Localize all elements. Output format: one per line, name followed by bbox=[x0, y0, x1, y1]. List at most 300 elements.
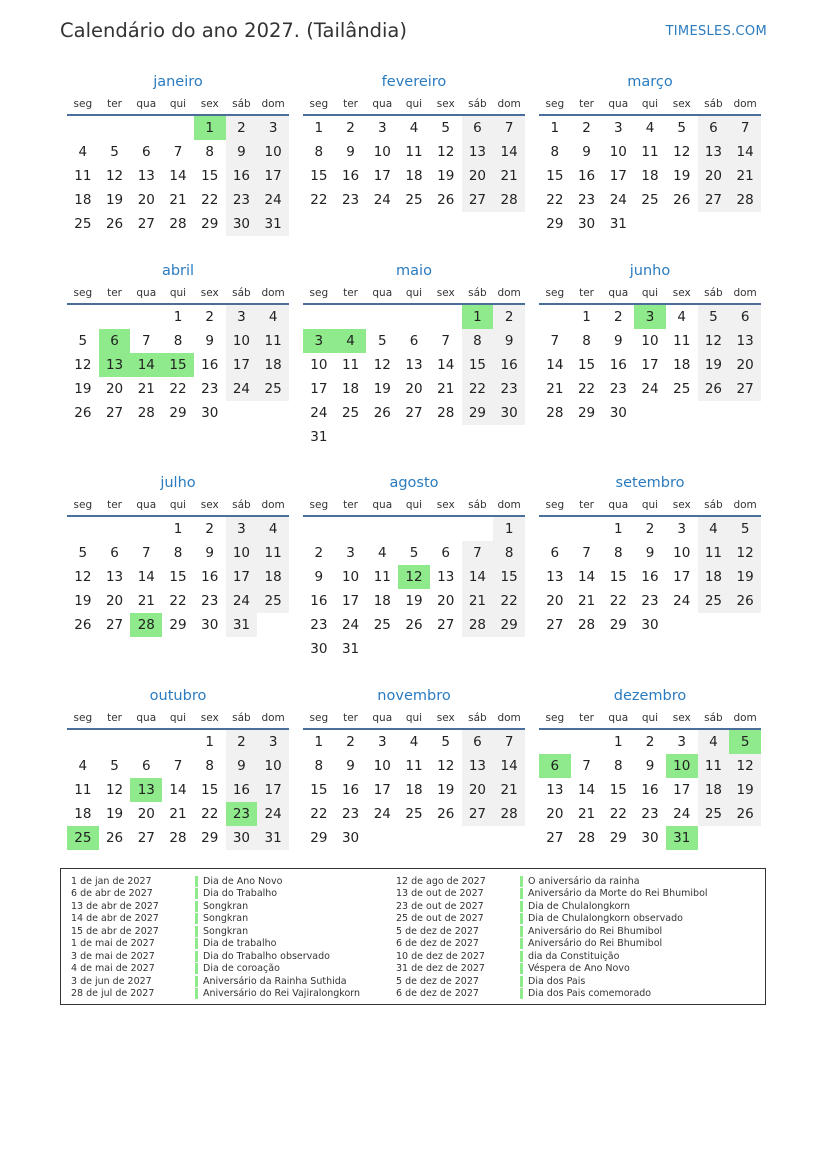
weekday-label: qui bbox=[641, 287, 659, 299]
day-cell: 8 bbox=[205, 758, 214, 774]
weekday-label: sáb bbox=[232, 712, 251, 724]
holiday-day: 13 bbox=[99, 353, 131, 377]
day-cell: 30 bbox=[201, 405, 219, 421]
weekday-label: sex bbox=[436, 98, 455, 110]
days-grid bbox=[539, 116, 761, 236]
day-cell: 2 bbox=[226, 730, 258, 754]
day-cell: 23 bbox=[641, 593, 659, 609]
day-cell: 24 bbox=[673, 806, 691, 822]
weekday-label: qui bbox=[641, 98, 659, 110]
day-cell: 26 bbox=[74, 405, 92, 421]
day-cell: 11 bbox=[74, 782, 92, 798]
legend-color-bar bbox=[195, 926, 198, 937]
day-cell: 9 bbox=[493, 329, 525, 353]
days-grid bbox=[67, 116, 289, 236]
day-cell: 1 bbox=[314, 120, 324, 136]
empty-day bbox=[430, 517, 462, 541]
day-cell: 16 bbox=[226, 164, 258, 188]
day-cell: 10 bbox=[373, 144, 391, 160]
weekday-label: qua bbox=[136, 98, 157, 110]
legend-row bbox=[61, 900, 360, 913]
day-cell: 17 bbox=[341, 593, 360, 609]
day-cell: 11 bbox=[257, 541, 289, 565]
day-cell: 12 bbox=[673, 144, 691, 160]
legend-date: 4 de mai de 2027 bbox=[71, 963, 155, 975]
weekday-label: seg bbox=[73, 712, 93, 724]
weekday-header bbox=[303, 708, 525, 730]
weekday-label: sex bbox=[436, 499, 455, 511]
weekday-label: qui bbox=[641, 712, 659, 724]
day-cell: 22 bbox=[609, 593, 627, 609]
day-cell: 18 bbox=[405, 782, 423, 798]
empty-day bbox=[130, 730, 162, 754]
day-cell: 3 bbox=[677, 521, 686, 537]
legend-row bbox=[386, 963, 708, 976]
legend-holiday-name: Dia de trabalho bbox=[203, 938, 277, 950]
day-cell: 4 bbox=[257, 517, 289, 541]
month-março bbox=[539, 71, 761, 236]
day-cell: 18 bbox=[74, 806, 92, 822]
day-cell: 20 bbox=[105, 593, 124, 609]
weekday-label: seg bbox=[309, 98, 329, 110]
day-cell: 5 bbox=[78, 545, 88, 561]
legend-row bbox=[61, 938, 360, 951]
legend-holiday-name: Songkran bbox=[203, 913, 249, 925]
day-cell: 26 bbox=[437, 192, 455, 208]
weekday-label: sex bbox=[436, 287, 455, 299]
day-cell: 5 bbox=[110, 144, 119, 160]
day-cell: 2 bbox=[314, 545, 324, 561]
legend-date: 6 de dez de 2027 bbox=[396, 988, 479, 1000]
holiday-day: 1 bbox=[194, 116, 226, 140]
empty-day bbox=[335, 305, 367, 329]
day-cell: 11 bbox=[641, 144, 659, 160]
legend-holiday-name: Dia de Chulalongkorn observado bbox=[528, 913, 683, 925]
day-cell: 1 bbox=[173, 521, 183, 537]
day-cell: 21 bbox=[729, 164, 761, 188]
legend-holiday-name: Dia do Trabalho observado bbox=[203, 950, 330, 962]
weekday-label: sex bbox=[200, 499, 219, 511]
weekday-label: sáb bbox=[704, 499, 723, 511]
day-cell: 25 bbox=[405, 806, 423, 822]
weekday-label: ter bbox=[579, 712, 595, 724]
day-cell: 13 bbox=[137, 168, 155, 184]
day-cell: 13 bbox=[729, 329, 761, 353]
legend-date: 1 de mai de 2027 bbox=[71, 938, 155, 950]
day-cell: 24 bbox=[641, 381, 659, 397]
day-cell: 2 bbox=[582, 120, 591, 136]
weekday-label: seg bbox=[73, 287, 93, 299]
legend-row bbox=[61, 963, 360, 976]
weekday-header bbox=[539, 495, 761, 517]
day-cell: 29 bbox=[577, 405, 596, 421]
day-cell: 11 bbox=[698, 754, 730, 778]
day-cell: 30 bbox=[226, 826, 258, 850]
day-cell: 2 bbox=[493, 305, 525, 329]
day-cell: 24 bbox=[257, 802, 289, 826]
holiday-day: 3 bbox=[303, 329, 335, 353]
holiday-day: 25 bbox=[67, 826, 99, 850]
holiday-day: 31 bbox=[666, 826, 698, 850]
day-cell: 6 bbox=[698, 116, 730, 140]
day-cell: 7 bbox=[141, 545, 151, 561]
weekday-label: ter bbox=[343, 499, 359, 511]
day-cell: 6 bbox=[729, 305, 761, 329]
day-cell: 31 bbox=[609, 216, 627, 232]
day-cell: 17 bbox=[641, 357, 659, 373]
month-novembro bbox=[303, 685, 525, 850]
day-cell: 3 bbox=[257, 116, 289, 140]
weekday-label: seg bbox=[309, 499, 329, 511]
day-cell: 12 bbox=[74, 357, 92, 373]
day-cell: 19 bbox=[729, 778, 761, 802]
legend-holiday-name: Aniversário da Rainha Suthida bbox=[203, 975, 347, 987]
day-cell: 5 bbox=[441, 734, 450, 750]
day-cell: 16 bbox=[493, 353, 525, 377]
holiday-day: 6 bbox=[99, 329, 131, 353]
day-cell: 26 bbox=[729, 802, 761, 826]
days-grid bbox=[67, 517, 289, 637]
legend-date: 15 de abr de 2027 bbox=[71, 925, 159, 937]
legend-holiday-name: Dia de Ano Novo bbox=[203, 875, 283, 887]
legend-column-left bbox=[61, 875, 360, 1000]
day-cell: 7 bbox=[729, 116, 761, 140]
legend-row bbox=[386, 888, 708, 901]
day-cell: 19 bbox=[74, 593, 92, 609]
day-cell: 8 bbox=[462, 329, 494, 353]
day-cell: 12 bbox=[74, 569, 92, 585]
day-cell: 13 bbox=[698, 140, 730, 164]
month-name: dezembro bbox=[613, 688, 687, 704]
empty-day bbox=[99, 305, 131, 329]
legend-color-bar bbox=[195, 938, 198, 949]
day-cell: 18 bbox=[257, 565, 289, 589]
day-cell: 28 bbox=[437, 405, 455, 421]
day-cell: 28 bbox=[462, 613, 494, 637]
day-cell: 15 bbox=[546, 168, 564, 184]
legend-holiday-name: Songkran bbox=[203, 925, 249, 937]
day-cell: 20 bbox=[437, 593, 455, 609]
empty-day bbox=[571, 730, 603, 754]
day-cell: 12 bbox=[437, 144, 455, 160]
day-cell: 9 bbox=[645, 758, 655, 774]
legend-row bbox=[61, 975, 360, 988]
day-cell: 23 bbox=[609, 381, 627, 397]
day-cell: 21 bbox=[137, 593, 155, 609]
day-cell: 11 bbox=[698, 541, 730, 565]
weekday-label: qui bbox=[169, 712, 187, 724]
empty-day bbox=[430, 305, 462, 329]
weekday-header bbox=[67, 94, 289, 116]
weekday-label: seg bbox=[545, 499, 565, 511]
day-cell: 24 bbox=[226, 377, 258, 401]
month-name: maio bbox=[396, 263, 432, 279]
weekday-label: sex bbox=[672, 287, 691, 299]
month-junho bbox=[539, 260, 761, 425]
day-cell: 29 bbox=[169, 405, 187, 421]
day-cell: 9 bbox=[613, 333, 623, 349]
day-cell: 21 bbox=[577, 593, 596, 609]
day-cell: 12 bbox=[105, 168, 124, 184]
day-cell: 8 bbox=[550, 144, 560, 160]
legend-color-bar bbox=[520, 901, 523, 912]
legend-color-bar bbox=[520, 876, 523, 887]
day-cell: 29 bbox=[546, 216, 564, 232]
day-cell: 25 bbox=[373, 617, 391, 633]
weekday-label: sáb bbox=[232, 98, 251, 110]
month-name: fevereiro bbox=[381, 74, 447, 90]
day-cell: 7 bbox=[550, 333, 560, 349]
day-cell: 23 bbox=[226, 188, 258, 212]
day-cell: 17 bbox=[673, 782, 691, 798]
weekday-label: qua bbox=[372, 98, 393, 110]
legend-column-right bbox=[386, 875, 708, 1000]
day-cell: 10 bbox=[373, 758, 391, 774]
day-cell: 21 bbox=[462, 589, 494, 613]
day-cell: 10 bbox=[641, 333, 659, 349]
day-cell: 18 bbox=[698, 778, 730, 802]
weekday-label: sáb bbox=[232, 287, 251, 299]
month-name: junho bbox=[629, 263, 671, 279]
days-grid bbox=[67, 730, 289, 850]
day-cell: 21 bbox=[493, 164, 525, 188]
day-cell: 6 bbox=[141, 144, 151, 160]
day-cell: 14 bbox=[577, 569, 596, 585]
weekday-label: sáb bbox=[704, 287, 723, 299]
day-cell: 1 bbox=[314, 734, 324, 750]
day-cell: 20 bbox=[698, 164, 730, 188]
day-cell: 27 bbox=[729, 377, 761, 401]
holiday-day: 12 bbox=[398, 565, 430, 589]
day-cell: 5 bbox=[377, 333, 387, 349]
day-cell: 24 bbox=[373, 192, 391, 208]
days-grid bbox=[539, 305, 761, 425]
day-cell: 5 bbox=[110, 758, 119, 774]
day-cell: 21 bbox=[169, 192, 187, 208]
empty-day bbox=[571, 517, 603, 541]
legend-color-bar bbox=[195, 888, 198, 899]
holiday-day: 1 bbox=[462, 305, 494, 329]
legend-date: 23 de out de 2027 bbox=[396, 900, 484, 912]
day-cell: 8 bbox=[493, 541, 525, 565]
day-cell: 16 bbox=[341, 782, 360, 798]
month-name: abril bbox=[161, 263, 195, 279]
days-grid bbox=[539, 517, 761, 637]
day-cell: 18 bbox=[341, 381, 360, 397]
legend-color-bar bbox=[195, 913, 198, 924]
day-cell: 25 bbox=[641, 192, 659, 208]
weekday-label: dom bbox=[261, 499, 285, 511]
day-cell: 8 bbox=[205, 144, 214, 160]
weekday-label: qui bbox=[405, 287, 423, 299]
day-cell: 7 bbox=[493, 116, 525, 140]
day-cell: 27 bbox=[137, 830, 155, 846]
day-cell: 26 bbox=[105, 216, 124, 232]
empty-day bbox=[539, 517, 571, 541]
day-cell: 25 bbox=[698, 589, 730, 613]
day-cell: 31 bbox=[226, 613, 258, 637]
empty-day bbox=[67, 517, 99, 541]
month-name: novembro bbox=[377, 688, 451, 704]
day-cell: 11 bbox=[405, 758, 423, 774]
day-cell: 6 bbox=[550, 545, 560, 561]
legend-date: 12 de ago de 2027 bbox=[396, 875, 486, 887]
day-cell: 24 bbox=[673, 593, 691, 609]
day-cell: 28 bbox=[493, 802, 525, 826]
month-name: março bbox=[627, 74, 673, 90]
day-cell: 13 bbox=[437, 569, 455, 585]
legend-row bbox=[386, 875, 708, 888]
day-cell: 6 bbox=[462, 730, 494, 754]
day-cell: 17 bbox=[310, 381, 328, 397]
month-setembro bbox=[539, 472, 761, 637]
day-cell: 19 bbox=[405, 593, 423, 609]
legend-row bbox=[386, 900, 708, 913]
day-cell: 9 bbox=[205, 545, 214, 561]
day-cell: 10 bbox=[609, 144, 627, 160]
weekday-label: seg bbox=[545, 712, 565, 724]
day-cell: 18 bbox=[698, 565, 730, 589]
day-cell: 14 bbox=[137, 569, 155, 585]
legend-date: 6 de dez de 2027 bbox=[396, 938, 479, 950]
empty-day bbox=[539, 305, 571, 329]
day-cell: 23 bbox=[341, 806, 360, 822]
day-cell: 25 bbox=[698, 802, 730, 826]
day-cell: 7 bbox=[141, 333, 151, 349]
day-cell: 9 bbox=[346, 144, 355, 160]
day-cell: 23 bbox=[310, 617, 328, 633]
legend-row bbox=[386, 913, 708, 926]
legend-date: 3 de mai de 2027 bbox=[71, 950, 155, 962]
weekday-label: seg bbox=[73, 499, 93, 511]
day-cell: 20 bbox=[462, 778, 494, 802]
day-cell: 3 bbox=[377, 120, 387, 136]
day-cell: 24 bbox=[609, 192, 627, 208]
day-cell: 14 bbox=[577, 782, 596, 798]
weekday-label: sex bbox=[672, 712, 691, 724]
holiday-day: 3 bbox=[634, 305, 666, 329]
month-abril bbox=[67, 260, 289, 425]
day-cell: 26 bbox=[373, 405, 391, 421]
day-cell: 7 bbox=[173, 758, 183, 774]
day-cell: 18 bbox=[405, 168, 423, 184]
day-cell: 25 bbox=[673, 381, 691, 397]
legend-color-bar bbox=[195, 976, 198, 987]
day-cell: 19 bbox=[105, 806, 124, 822]
day-cell: 6 bbox=[462, 116, 494, 140]
empty-day bbox=[398, 305, 430, 329]
day-cell: 10 bbox=[310, 357, 328, 373]
day-cell: 5 bbox=[729, 517, 761, 541]
weekday-label: qua bbox=[372, 287, 393, 299]
weekday-label: seg bbox=[545, 98, 565, 110]
day-cell: 2 bbox=[205, 521, 214, 537]
day-cell: 11 bbox=[341, 357, 360, 373]
month-dezembro bbox=[539, 685, 761, 850]
empty-day bbox=[303, 305, 335, 329]
day-cell: 24 bbox=[341, 617, 360, 633]
day-cell: 21 bbox=[437, 381, 455, 397]
holiday-day: 5 bbox=[729, 730, 761, 754]
day-cell: 27 bbox=[698, 188, 730, 212]
day-cell: 5 bbox=[677, 120, 686, 136]
day-cell: 29 bbox=[609, 617, 627, 633]
day-cell: 27 bbox=[137, 216, 155, 232]
day-cell: 4 bbox=[645, 120, 655, 136]
day-cell: 11 bbox=[673, 333, 691, 349]
brand-link[interactable]: TIMESLES.COM bbox=[665, 24, 767, 39]
day-cell: 11 bbox=[257, 329, 289, 353]
day-cell: 12 bbox=[698, 329, 730, 353]
weekday-label: sáb bbox=[468, 499, 487, 511]
day-cell: 15 bbox=[201, 782, 219, 798]
legend-holiday-name: O aniversário da rainha bbox=[528, 875, 640, 887]
day-cell: 26 bbox=[74, 617, 92, 633]
day-cell: 11 bbox=[74, 168, 92, 184]
weekday-header bbox=[539, 708, 761, 730]
weekday-header bbox=[67, 495, 289, 517]
day-cell: 27 bbox=[437, 617, 455, 633]
day-cell: 29 bbox=[609, 830, 627, 846]
month-name: julho bbox=[160, 475, 196, 491]
day-cell: 12 bbox=[105, 782, 124, 798]
day-cell: 29 bbox=[310, 830, 328, 846]
day-cell: 30 bbox=[493, 401, 525, 425]
day-cell: 16 bbox=[310, 593, 328, 609]
weekday-label: dom bbox=[497, 98, 521, 110]
weekday-header bbox=[303, 283, 525, 305]
day-cell: 27 bbox=[546, 830, 564, 846]
month-julho bbox=[67, 472, 289, 637]
weekday-label: ter bbox=[579, 287, 595, 299]
month-fevereiro bbox=[303, 71, 525, 212]
day-cell: 10 bbox=[257, 754, 289, 778]
day-cell: 4 bbox=[409, 120, 419, 136]
day-cell: 30 bbox=[641, 830, 659, 846]
month-agosto bbox=[303, 472, 525, 661]
day-cell: 11 bbox=[405, 144, 423, 160]
legend-date: 14 de abr de 2027 bbox=[71, 913, 159, 925]
month-outubro bbox=[67, 685, 289, 850]
legend-color-bar bbox=[195, 901, 198, 912]
weekday-label: dom bbox=[733, 499, 757, 511]
legend-row bbox=[61, 875, 360, 888]
day-cell: 25 bbox=[257, 589, 289, 613]
weekday-label: qui bbox=[405, 712, 423, 724]
weekday-label: qui bbox=[405, 499, 423, 511]
legend-date: 31 de dez de 2027 bbox=[396, 963, 485, 975]
day-cell: 3 bbox=[226, 517, 258, 541]
day-cell: 27 bbox=[105, 405, 124, 421]
weekday-label: qua bbox=[136, 287, 157, 299]
legend-date: 13 de abr de 2027 bbox=[71, 900, 159, 912]
empty-day bbox=[99, 730, 131, 754]
weekday-label: ter bbox=[107, 499, 123, 511]
day-cell: 9 bbox=[645, 545, 655, 561]
day-cell: 16 bbox=[641, 569, 659, 585]
empty-day bbox=[162, 116, 194, 140]
month-name: agosto bbox=[389, 475, 439, 491]
weekday-header bbox=[539, 283, 761, 305]
day-cell: 19 bbox=[698, 353, 730, 377]
legend-color-bar bbox=[520, 913, 523, 924]
weekday-label: seg bbox=[309, 287, 329, 299]
day-cell: 15 bbox=[493, 565, 525, 589]
day-cell: 17 bbox=[373, 168, 391, 184]
day-cell: 28 bbox=[169, 830, 187, 846]
day-cell: 3 bbox=[377, 734, 387, 750]
page-title: Calendário do ano 2027. (Tailândia) bbox=[60, 19, 407, 42]
